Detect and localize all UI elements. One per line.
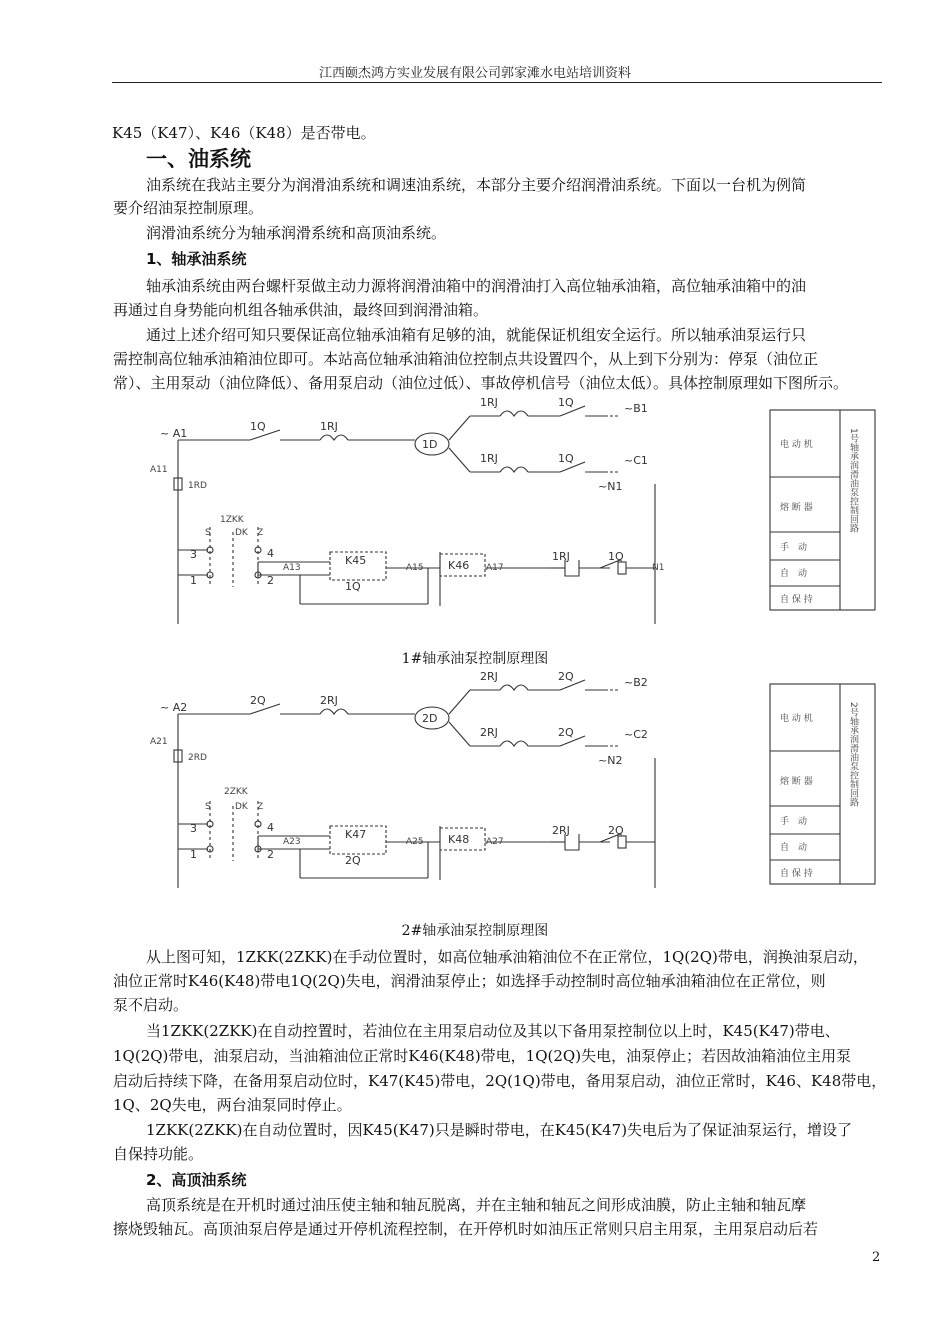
paragraph-line: 需控制高位轴承油箱油位即可。本站高位轴承油箱油位控制点共设置四个，从上到下分别为：停泵（油位正	[113, 350, 819, 368]
label-source: ~ A1	[160, 427, 188, 440]
label-position: 4	[267, 547, 274, 560]
label-node: A25	[406, 837, 424, 847]
label-contactor: 2Q	[558, 726, 574, 739]
label-relay-main: K47	[345, 828, 367, 841]
paragraph-line: 1Q、2Q失电，两台油泵同时停止。	[113, 1096, 352, 1114]
paragraph-line: 启动后持续下降，在备用泵启动位时，K47(K45)带电，2Q(1Q)带电，备用泵启动，油位正常时，K46、K48带电，	[113, 1072, 887, 1090]
label-switch: 2ZKK	[224, 787, 248, 797]
label-node: A23	[283, 837, 301, 847]
legend-item: 自 保 持	[780, 869, 813, 879]
label-source: ~ A2	[160, 701, 188, 714]
label-position: 4	[267, 821, 274, 834]
label-node: A17	[486, 563, 504, 573]
label-switch-s: S	[205, 528, 211, 538]
paragraph-line: 从上图可知，1ZKK(2ZKK)在手动位置时，如高位轴承油箱油位不在正常位，1Q(2Q)带电，润换油泵启动，	[146, 948, 868, 966]
legend-item: 电 动 机	[780, 440, 813, 450]
page-header: 江西颐杰鸿方实业发展有限公司郭家滩水电站培训资料	[318, 66, 631, 81]
paragraph-line: 泵不启动。	[113, 996, 189, 1014]
paragraph-line: 要介绍油泵控制原理。	[113, 199, 264, 217]
legend-item: 电 动 机	[780, 714, 813, 724]
subsection-heading: 2、高顶油系统	[146, 1171, 247, 1189]
label-contactor: 2Q	[558, 670, 574, 683]
section-heading: 一、油系统	[146, 147, 251, 171]
text-line: K45（K47）、K46（K48）是否带电。	[112, 124, 376, 142]
paragraph-line: 常）、主用泵动（油位降低）、备用泵启动（油位过低）、事故停机信号（油位太低）。具体控制原理如下图所示。	[113, 374, 849, 392]
label-thermal-relay: 1RJ	[480, 452, 498, 465]
label-position: 1	[190, 848, 197, 861]
label-position: 2	[267, 574, 274, 587]
label-contactor: 1Q	[558, 452, 574, 465]
label-thermal-relay: 2RJ	[480, 670, 498, 683]
paragraph-line: 高顶系统是在开机时通过油压使主轴和轴瓦脱离，并在主轴和轴瓦之间形成油膜，防止主轴和轴瓦摩	[146, 1196, 807, 1214]
label-position: 3	[190, 548, 197, 561]
label-thermal-relay: 1RJ	[480, 396, 498, 409]
label-output-n: ~N2	[598, 754, 623, 767]
subsection-heading: 1、轴承油系统	[146, 250, 247, 268]
paragraph-line: 通过上述介绍可知只要保证高位轴承油箱有足够的油，就能保证机组安全运行。所以轴承油泵运行只	[146, 326, 807, 344]
label-contactor: 1Q	[250, 420, 266, 433]
legend-item: 自 保 持	[780, 595, 813, 605]
legend-item: 手 动	[780, 817, 808, 827]
label-thermal-relay: 2RJ	[552, 824, 570, 837]
label-output-b: ~B2	[624, 676, 648, 689]
label-switch-s: S	[205, 802, 211, 812]
label-contactor: 1Q	[558, 396, 574, 409]
paragraph-line: 再通过自身势能向机组各轴承供油，最终回到润滑油箱。	[113, 301, 489, 319]
label-switch-z: Z	[257, 802, 264, 812]
label-switch: 1ZKK	[220, 515, 244, 525]
paragraph-line: 轴承油系统由两台螺杆泵做主动力源将润滑油箱中的润滑油打入高位轴承油箱，高位轴承油箱中的油	[146, 277, 807, 295]
label-contactor: 1Q	[608, 550, 624, 563]
label-fuse: 2RD	[188, 753, 207, 763]
paragraph-line: 油系统在我站主要分为润滑油系统和调速油系统，本部分主要介绍润滑油系统。下面以一台机为例简	[146, 176, 807, 194]
circuit-diagram-2	[140, 666, 885, 896]
label-motor: 1D	[422, 438, 438, 451]
label-output-b: ~B1	[624, 402, 648, 415]
label-switch-dk: DK	[235, 802, 248, 812]
label-fuse: 1RD	[188, 481, 207, 491]
legend-item: 手 动	[780, 543, 808, 553]
label-contactor: 2Q	[608, 824, 624, 837]
paragraph-line: 自保持功能。	[113, 1145, 204, 1163]
header-rule	[112, 82, 882, 83]
paragraph-line: 1ZKK(2ZKK)在自动位置时，因K45(K47)只是瞬时带电，在K45(K47)失电后为了保证油泵运行，增设了	[146, 1121, 853, 1139]
label-node: A13	[283, 563, 301, 573]
side-label: 1号轴承润滑油泵控制回路	[848, 428, 858, 533]
label-thermal-relay: 2RJ	[480, 726, 498, 739]
label-relay-main: K45	[345, 554, 367, 567]
label-contactor: 2Q	[250, 694, 266, 707]
label-node: N1	[652, 563, 665, 573]
label-position: 3	[190, 822, 197, 835]
paragraph-line: 1Q(2Q)带电，油泵启动，当油箱油位正常时K46(K48)带电，1Q(2Q)失电，油泵停止；若因故油箱油位主用泵	[113, 1047, 852, 1065]
label-position: 2	[267, 848, 274, 861]
legend-item: 自 动	[780, 843, 808, 853]
label-thermal-relay: 1RJ	[320, 420, 338, 433]
legend-item: 熔 断 器	[780, 503, 813, 513]
circuit-diagram-1	[140, 392, 885, 652]
label-position: 1	[190, 574, 197, 587]
paragraph-line: 擦烧毁轴瓦。高顶油泵启停是通过开停机流程控制，在开停机时如油压正常则只启主用泵，主用泵启动后若	[113, 1220, 819, 1238]
label-motor: 2D	[422, 712, 438, 725]
label-switch-z: Z	[257, 528, 264, 538]
figure-caption: 2#轴承油泵控制原理图	[401, 923, 549, 939]
label-node: A21	[150, 737, 168, 747]
label-contactor: 1Q	[345, 580, 361, 593]
label-output-n: ~N1	[598, 480, 623, 493]
label-node: A11	[150, 465, 168, 475]
legend-item: 自 动	[780, 569, 808, 579]
paragraph-line: 当1ZKK(2ZKK)在自动控置时，若油位在主用泵启动位及其以下备用泵控制位以上时，K45(K47)带电、	[146, 1022, 840, 1040]
legend-item: 熔 断 器	[780, 777, 813, 787]
label-relay-stop: K46	[448, 559, 470, 572]
label-thermal-relay: 1RJ	[552, 550, 570, 563]
figure-caption: 1#轴承油泵控制原理图	[401, 651, 549, 667]
label-output-c: ~C1	[624, 454, 648, 467]
label-contactor: 2Q	[345, 854, 361, 867]
page-number: 2	[872, 1250, 881, 1265]
label-switch-dk: DK	[235, 528, 248, 538]
label-relay-stop: K48	[448, 833, 470, 846]
side-label: 2号轴承润滑油泵控制回路	[848, 702, 858, 807]
label-node: A15	[406, 563, 424, 573]
label-output-c: ~C2	[624, 728, 648, 741]
paragraph-line: 润滑油系统分为轴承润滑系统和高顶油系统。	[146, 224, 447, 242]
label-node: A27	[486, 837, 504, 847]
label-thermal-relay: 2RJ	[320, 694, 338, 707]
paragraph-line: 油位正常时K46(K48)带电1Q(2Q)失电，润滑油泵停止；如选择手动控制时高位轴承油箱油位在正常位，则	[113, 972, 826, 990]
